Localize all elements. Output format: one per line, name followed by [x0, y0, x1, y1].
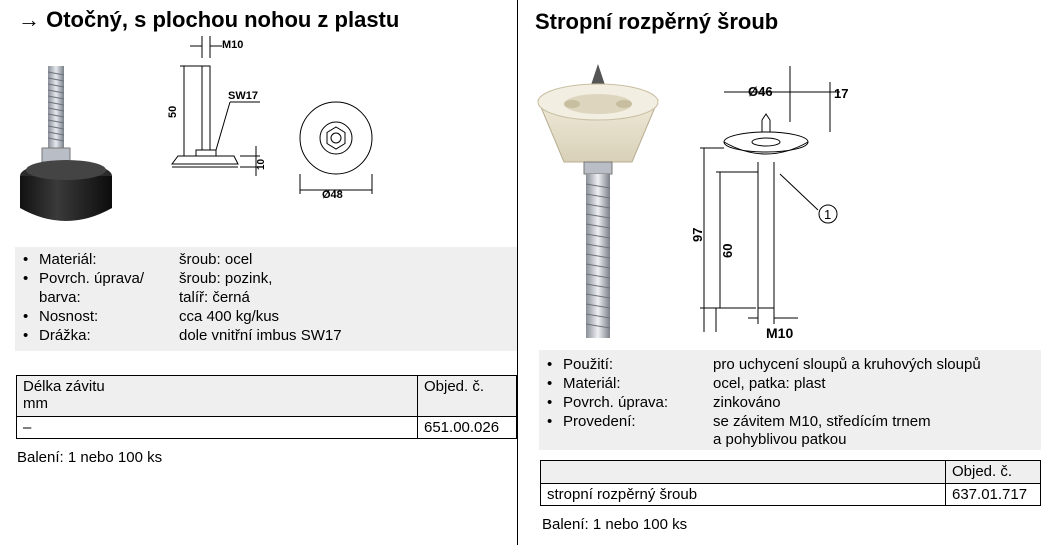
- right-packaging: Balení: 1 nebo 100 ks: [542, 516, 688, 533]
- foot-height-label: 10: [256, 158, 267, 170]
- swivel-foot-photo: [10, 58, 140, 228]
- column-divider: [517, 0, 518, 545]
- left-packaging: Balení: 1 nebo 100 ks: [17, 449, 163, 466]
- wrench-label: SW17: [228, 90, 258, 102]
- order-number-header: Objed. č.: [946, 461, 1041, 484]
- table-row: [541, 484, 1041, 506]
- ceiling-screw-drawing: [690, 62, 860, 347]
- callout-1-label: 1: [824, 207, 832, 222]
- swivel-foot-top-view: [294, 96, 384, 202]
- table-row: [17, 417, 517, 439]
- left-spec-box: • Materiál: šroub: ocel • Povrch. úprava/ šroub: pozink, barva: talíř: černá • Nosnost: cca 400 kg/kus • Drážka: dole vnitřní imbus SW17: [15, 247, 517, 351]
- thread-length-cell: –: [17, 417, 418, 439]
- thread-length-label: 60: [720, 243, 735, 258]
- order-number-cell: 651.00.026: [418, 417, 517, 439]
- total-length-label: 97: [690, 227, 705, 242]
- order-number-cell: 637.01.717: [946, 484, 1041, 506]
- diameter-label: Ø48: [322, 189, 343, 201]
- table-header-row: [541, 461, 1041, 484]
- diameter-46-label: Ø46: [748, 84, 773, 99]
- order-number-header: Objed. č.: [418, 376, 517, 417]
- right-spec-box: • Použití: pro uchycení sloupů a kruhových sloupů • Materiál: ocel, patka: plast • Povrch. úprava: zinkováno • Provedení: se závitem M10, středícím trnem a pohyblivou patkou: [539, 350, 1041, 450]
- thread-length-header: Délka závitu mm: [17, 376, 418, 417]
- thread-m10-label: M10: [766, 325, 794, 341]
- ceiling-screw-photo: [532, 60, 662, 345]
- thread-label: M10: [222, 39, 244, 51]
- left-order-table: [16, 375, 517, 439]
- product-header: [541, 461, 946, 484]
- right-order-table: [540, 460, 1041, 506]
- height-label: 50: [167, 105, 179, 118]
- table-header-row: [17, 376, 517, 417]
- product-name-cell: stropní rozpěrný šroub: [541, 484, 946, 506]
- swivel-foot-drawing: [160, 36, 280, 186]
- right-title: Stropní rozpěrný šroub: [535, 9, 779, 34]
- left-title: → Otočný, s plochou nohou z plastu: [18, 7, 400, 32]
- height-17-label: 17: [834, 86, 849, 101]
